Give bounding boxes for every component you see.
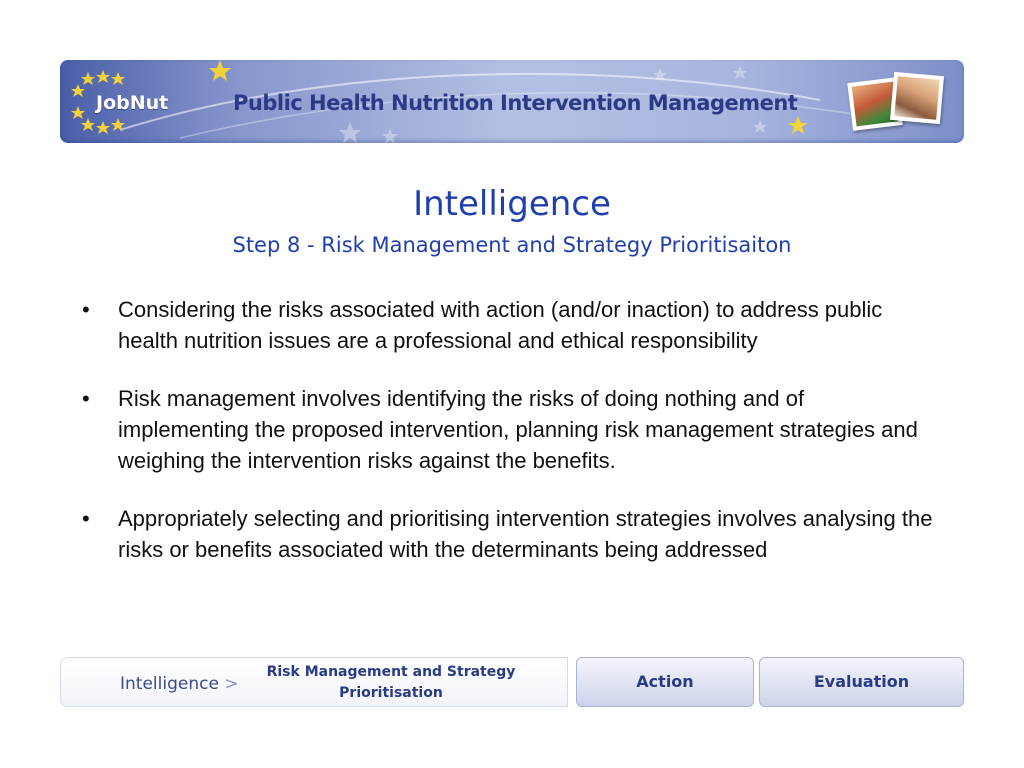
tab-action[interactable]: Action [576, 657, 754, 707]
nav-current-line1: Risk Management and Strategy [266, 664, 516, 680]
slide-subtitle: Step 8 - Risk Management and Strategy Prioritisaiton [232, 233, 792, 257]
list-item [78, 294, 938, 356]
photo-mother-baby-icon [890, 72, 944, 124]
nav-section-label: Intelligence [120, 674, 219, 694]
logo-text: JobNut [96, 92, 169, 114]
nav-section-intelligence[interactable] [120, 670, 240, 698]
tab-evaluation[interactable]: Evaluation [759, 657, 964, 707]
nav-separator: > [224, 674, 239, 694]
bullet-text: Appropriately selecting and prioritising intervention strategies involves analysing the risks or benefits associated with the determinants being addressed [118, 506, 933, 562]
list-item [78, 503, 938, 565]
bullet-marker: • [82, 506, 90, 531]
header-photos [846, 70, 942, 134]
list-item [78, 383, 938, 476]
nav-current-line2: Prioritisation [339, 685, 443, 701]
banner-title: Public Health Nutrition Intervention Management [233, 91, 798, 115]
nav-current-step [260, 662, 522, 704]
bullet-marker: • [82, 386, 90, 411]
slide-title: Intelligence [413, 184, 611, 224]
bullet-text: Risk management involves identifying the risks of doing nothing and of implementing the proposed intervention, planning risk management strategies and weighing the intervention risks against the benefits. [118, 386, 918, 473]
bullet-text: Considering the risks associated with action (and/or inaction) to address public health nutrition issues are a professional and ethical responsibility [118, 297, 883, 353]
bullet-marker: • [82, 297, 90, 322]
bullet-list [78, 294, 938, 565]
